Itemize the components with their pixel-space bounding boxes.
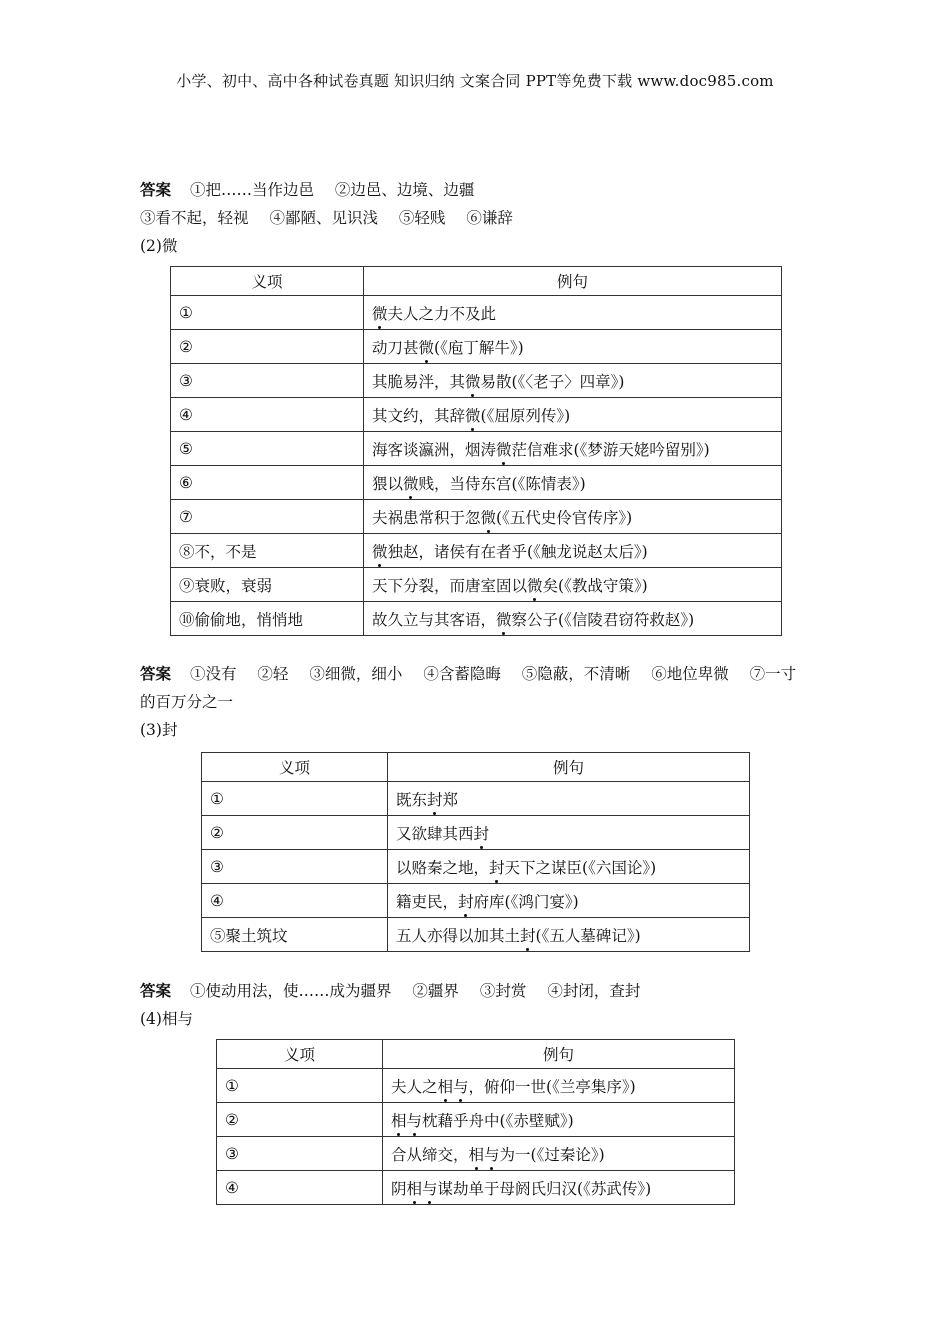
header-sense: 义项: [171, 267, 364, 296]
sense-cell: ⑧不，不是: [171, 534, 364, 568]
emphasized-char: 与: [453, 1075, 469, 1097]
answer-item: ④封闭，查封: [547, 982, 641, 1000]
example-cell: [364, 602, 782, 636]
table-xiangyu: [216, 1039, 735, 1205]
answer-line: [140, 977, 656, 1005]
sense-cell: ①: [171, 296, 364, 330]
keyword-emphasis: [438, 1078, 469, 1096]
example-text: 故久立与其客语，: [372, 610, 497, 629]
keyword-emphasis: [458, 893, 474, 911]
example-text: 夫人之力不及此: [387, 304, 497, 323]
table-row: [171, 466, 782, 500]
emphasized-char: 相: [407, 1177, 423, 1199]
example-cell: [383, 1069, 735, 1103]
answer-block-wei: [140, 660, 796, 744]
sense-cell: ⑥: [171, 466, 364, 500]
section-title-feng: (3)封: [140, 721, 178, 739]
table-row: [171, 500, 782, 534]
example-cell: [364, 296, 782, 330]
sense-cell: ④: [217, 1171, 383, 1205]
sense-cell: ②: [202, 816, 388, 850]
example-text: 动刀甚: [372, 338, 419, 357]
example-text: (《五代史伶官传序》): [496, 508, 633, 527]
example-cell: [388, 816, 750, 850]
answer-block-feng: [140, 977, 656, 1033]
answer-item: ②轻: [257, 665, 289, 683]
example-cell: [383, 1103, 735, 1137]
example-text: 谋劫单于母阏氏归汉(《苏武传》): [437, 1179, 652, 1198]
table-row: [202, 884, 750, 918]
example-text: 猥以: [372, 474, 404, 493]
table-row: [202, 918, 750, 952]
emphasized-char: 封: [520, 924, 536, 946]
example-text: 阴: [391, 1179, 407, 1198]
example-cell: [383, 1171, 735, 1205]
keyword-emphasis: [372, 305, 388, 323]
example-cell: [364, 398, 782, 432]
header-sense: 义项: [217, 1040, 383, 1069]
example-text: 贱，当侍东宫(《陈情表》): [418, 474, 586, 493]
example-text: 五人亦得以加其土: [396, 926, 521, 945]
example-cell: [364, 534, 782, 568]
answer-item: ③看不起，轻视: [140, 209, 249, 227]
sense-cell: ⑦: [171, 500, 364, 534]
sense-cell: ④: [202, 884, 388, 918]
emphasized-char: 微: [481, 506, 497, 528]
table-body: [202, 782, 750, 952]
emphasized-char: 相: [438, 1075, 454, 1097]
example-cell: [364, 500, 782, 534]
table-wei: [170, 266, 782, 636]
header-example: 例句: [388, 753, 750, 782]
example-text: 独赵，诸侯有在者乎(《触龙说赵太后》): [387, 542, 648, 561]
answer-line: [140, 176, 529, 204]
example-text: 天下分裂，而唐室固以: [372, 576, 528, 595]
answer-item: ④含蓄隐晦: [423, 665, 501, 683]
keyword-emphasis: [465, 407, 481, 425]
keyword-emphasis: [403, 475, 419, 493]
example-text: 天下之谋臣(《六国论》): [504, 858, 657, 877]
table-row: [171, 432, 782, 466]
example-text: 府库(《鸿门宴》): [473, 892, 579, 911]
table-row: [217, 1069, 735, 1103]
sense-cell: ⑤聚土筑坟: [202, 918, 388, 952]
header-example: 例句: [364, 267, 782, 296]
table-body: [217, 1069, 735, 1205]
answer-item: ①使动用法，使……成为疆界: [189, 982, 392, 1000]
answer-item: ⑥谦辞: [466, 209, 513, 227]
answer-item: ③细微，细小: [309, 665, 403, 683]
sense-cell: ③: [171, 364, 364, 398]
emphasized-char: 微: [496, 438, 512, 460]
keyword-emphasis: [469, 1146, 500, 1164]
answer-label: 答案: [140, 180, 172, 199]
table-row: [217, 1137, 735, 1171]
keyword-emphasis: [465, 373, 481, 391]
emphasized-char: 微: [419, 336, 435, 358]
table-row: [202, 816, 750, 850]
keyword-emphasis: [372, 543, 388, 561]
keyword-emphasis: [407, 1180, 438, 1198]
keyword-emphasis: [419, 339, 435, 357]
keyword-emphasis: [427, 791, 443, 809]
example-cell: [364, 330, 782, 364]
example-text: 合从缔交，: [391, 1145, 469, 1164]
example-text: 夫祸患常积于忽: [372, 508, 481, 527]
table-row: [171, 602, 782, 636]
sense-cell: ⑩偷偷地，悄悄地: [171, 602, 364, 636]
answer-item: ①把……当作边邑: [189, 181, 314, 199]
header-sense: 义项: [202, 753, 388, 782]
example-text: 枕藉乎舟中(《赤壁赋》): [422, 1111, 574, 1130]
example-text: (《屈原列传》): [480, 406, 571, 425]
emphasized-char: 微: [403, 472, 419, 494]
table-row: [171, 534, 782, 568]
emphasized-char: 封: [474, 822, 490, 844]
emphasized-char: 与: [407, 1109, 423, 1131]
section-title-wei: (2)微: [140, 237, 178, 255]
section-title-xiangyu: (4)相与: [140, 1010, 193, 1028]
keyword-emphasis: [527, 577, 543, 595]
example-cell: [388, 884, 750, 918]
answer-item: ②边邑、边境、边疆: [334, 181, 475, 199]
header-example: 例句: [383, 1040, 735, 1069]
sense-cell: ①: [202, 782, 388, 816]
example-cell: [388, 850, 750, 884]
table-feng: [201, 752, 750, 952]
emphasized-char: 与: [422, 1177, 438, 1199]
sense-cell: ③: [202, 850, 388, 884]
table-row: [202, 850, 750, 884]
emphasized-char: 封: [458, 890, 474, 912]
example-text: (《庖丁解牛》): [434, 338, 524, 357]
sense-cell: ④: [171, 398, 364, 432]
sense-cell: ③: [217, 1137, 383, 1171]
answer-block-bian: [140, 176, 529, 260]
example-text: (《五人墓碑记》): [535, 926, 641, 945]
keyword-emphasis: [496, 441, 512, 459]
table-body: [171, 296, 782, 636]
example-text: 夫人之: [391, 1077, 438, 1096]
example-cell: [364, 466, 782, 500]
emphasized-char: 微: [496, 608, 512, 630]
example-cell: [388, 918, 750, 952]
example-text: 矣(《教战守策》): [542, 576, 648, 595]
example-cell: [364, 568, 782, 602]
example-text: ，俯仰一世(《兰亭集序》): [468, 1077, 636, 1096]
table-row: [171, 568, 782, 602]
answer-label: 答案: [140, 981, 172, 1000]
example-text: 海客谈瀛洲，烟涛: [372, 440, 497, 459]
emphasized-char: 微: [372, 540, 388, 562]
example-cell: [388, 782, 750, 816]
answer-line: [140, 204, 529, 232]
page-header: 小学、初中、高中各种试卷真题 知识归纳 文案合同 PPT等免费下载 www.doc985.com: [176, 72, 774, 90]
keyword-emphasis: [520, 927, 536, 945]
emphasized-char: 相: [391, 1109, 407, 1131]
keyword-emphasis: [474, 825, 490, 843]
sense-cell: ②: [217, 1103, 383, 1137]
sense-cell: ⑤: [171, 432, 364, 466]
example-text: 茫信难求(《梦游天姥吟留别》): [511, 440, 710, 459]
table-row: [171, 296, 782, 330]
answer-line: 的百万分之一: [140, 693, 234, 711]
example-cell: [364, 432, 782, 466]
table-header-row: [171, 267, 782, 296]
answer-item: ⑥地位卑微: [651, 665, 729, 683]
answer-line: [140, 660, 796, 688]
sense-cell: ⑨衰败，衰弱: [171, 568, 364, 602]
table-header-row: [217, 1040, 735, 1069]
example-text: 又欲肆其西: [396, 824, 474, 843]
example-text: 为一(《过秦论》): [499, 1145, 605, 1164]
answer-label: 答案: [140, 664, 172, 683]
answer-item: ④鄙陋、见识浅: [269, 209, 378, 227]
answer-item: ⑤隐蔽，不清晰: [521, 665, 631, 683]
table-row: [217, 1171, 735, 1205]
sense-cell: ②: [171, 330, 364, 364]
emphasized-char: 微: [372, 302, 388, 324]
answer-item: ③封赏: [479, 982, 527, 1000]
emphasized-char: 封: [489, 856, 505, 878]
table-row: [171, 364, 782, 398]
keyword-emphasis: [481, 509, 497, 527]
emphasized-char: 与: [484, 1143, 500, 1165]
keyword-emphasis: [496, 611, 512, 629]
answer-item: ②疆界: [412, 982, 459, 1000]
table-row: [171, 330, 782, 364]
emphasized-char: 微: [465, 370, 481, 392]
emphasized-char: 相: [469, 1143, 485, 1165]
emphasized-char: 微: [527, 574, 543, 596]
example-text: 其文约，其辞: [372, 406, 466, 425]
answer-item: ⑤轻贱: [398, 209, 446, 227]
example-text: 易散(《〈老子〉四章》): [480, 372, 625, 391]
keyword-emphasis: [391, 1112, 422, 1130]
table-row: [171, 398, 782, 432]
emphasized-char: 微: [465, 404, 481, 426]
sense-cell: ①: [217, 1069, 383, 1103]
keyword-emphasis: [489, 859, 505, 877]
emphasized-char: 封: [427, 788, 443, 810]
example-text: 籍吏民，: [396, 892, 459, 911]
answer-item: ⑦一寸: [749, 665, 797, 683]
example-cell: [383, 1137, 735, 1171]
table-row: [202, 782, 750, 816]
example-text: 郑: [442, 790, 459, 809]
example-text: 其脆易泮，其: [372, 372, 466, 391]
answer-item: ①没有: [189, 665, 237, 683]
table-row: [217, 1103, 735, 1137]
example-text: 察公子(《信陵君窃符救赵》): [511, 610, 695, 629]
example-text: 既东: [396, 790, 428, 809]
example-cell: [364, 364, 782, 398]
example-text: 以赂秦之地，: [396, 858, 490, 877]
table-header-row: [202, 753, 750, 782]
